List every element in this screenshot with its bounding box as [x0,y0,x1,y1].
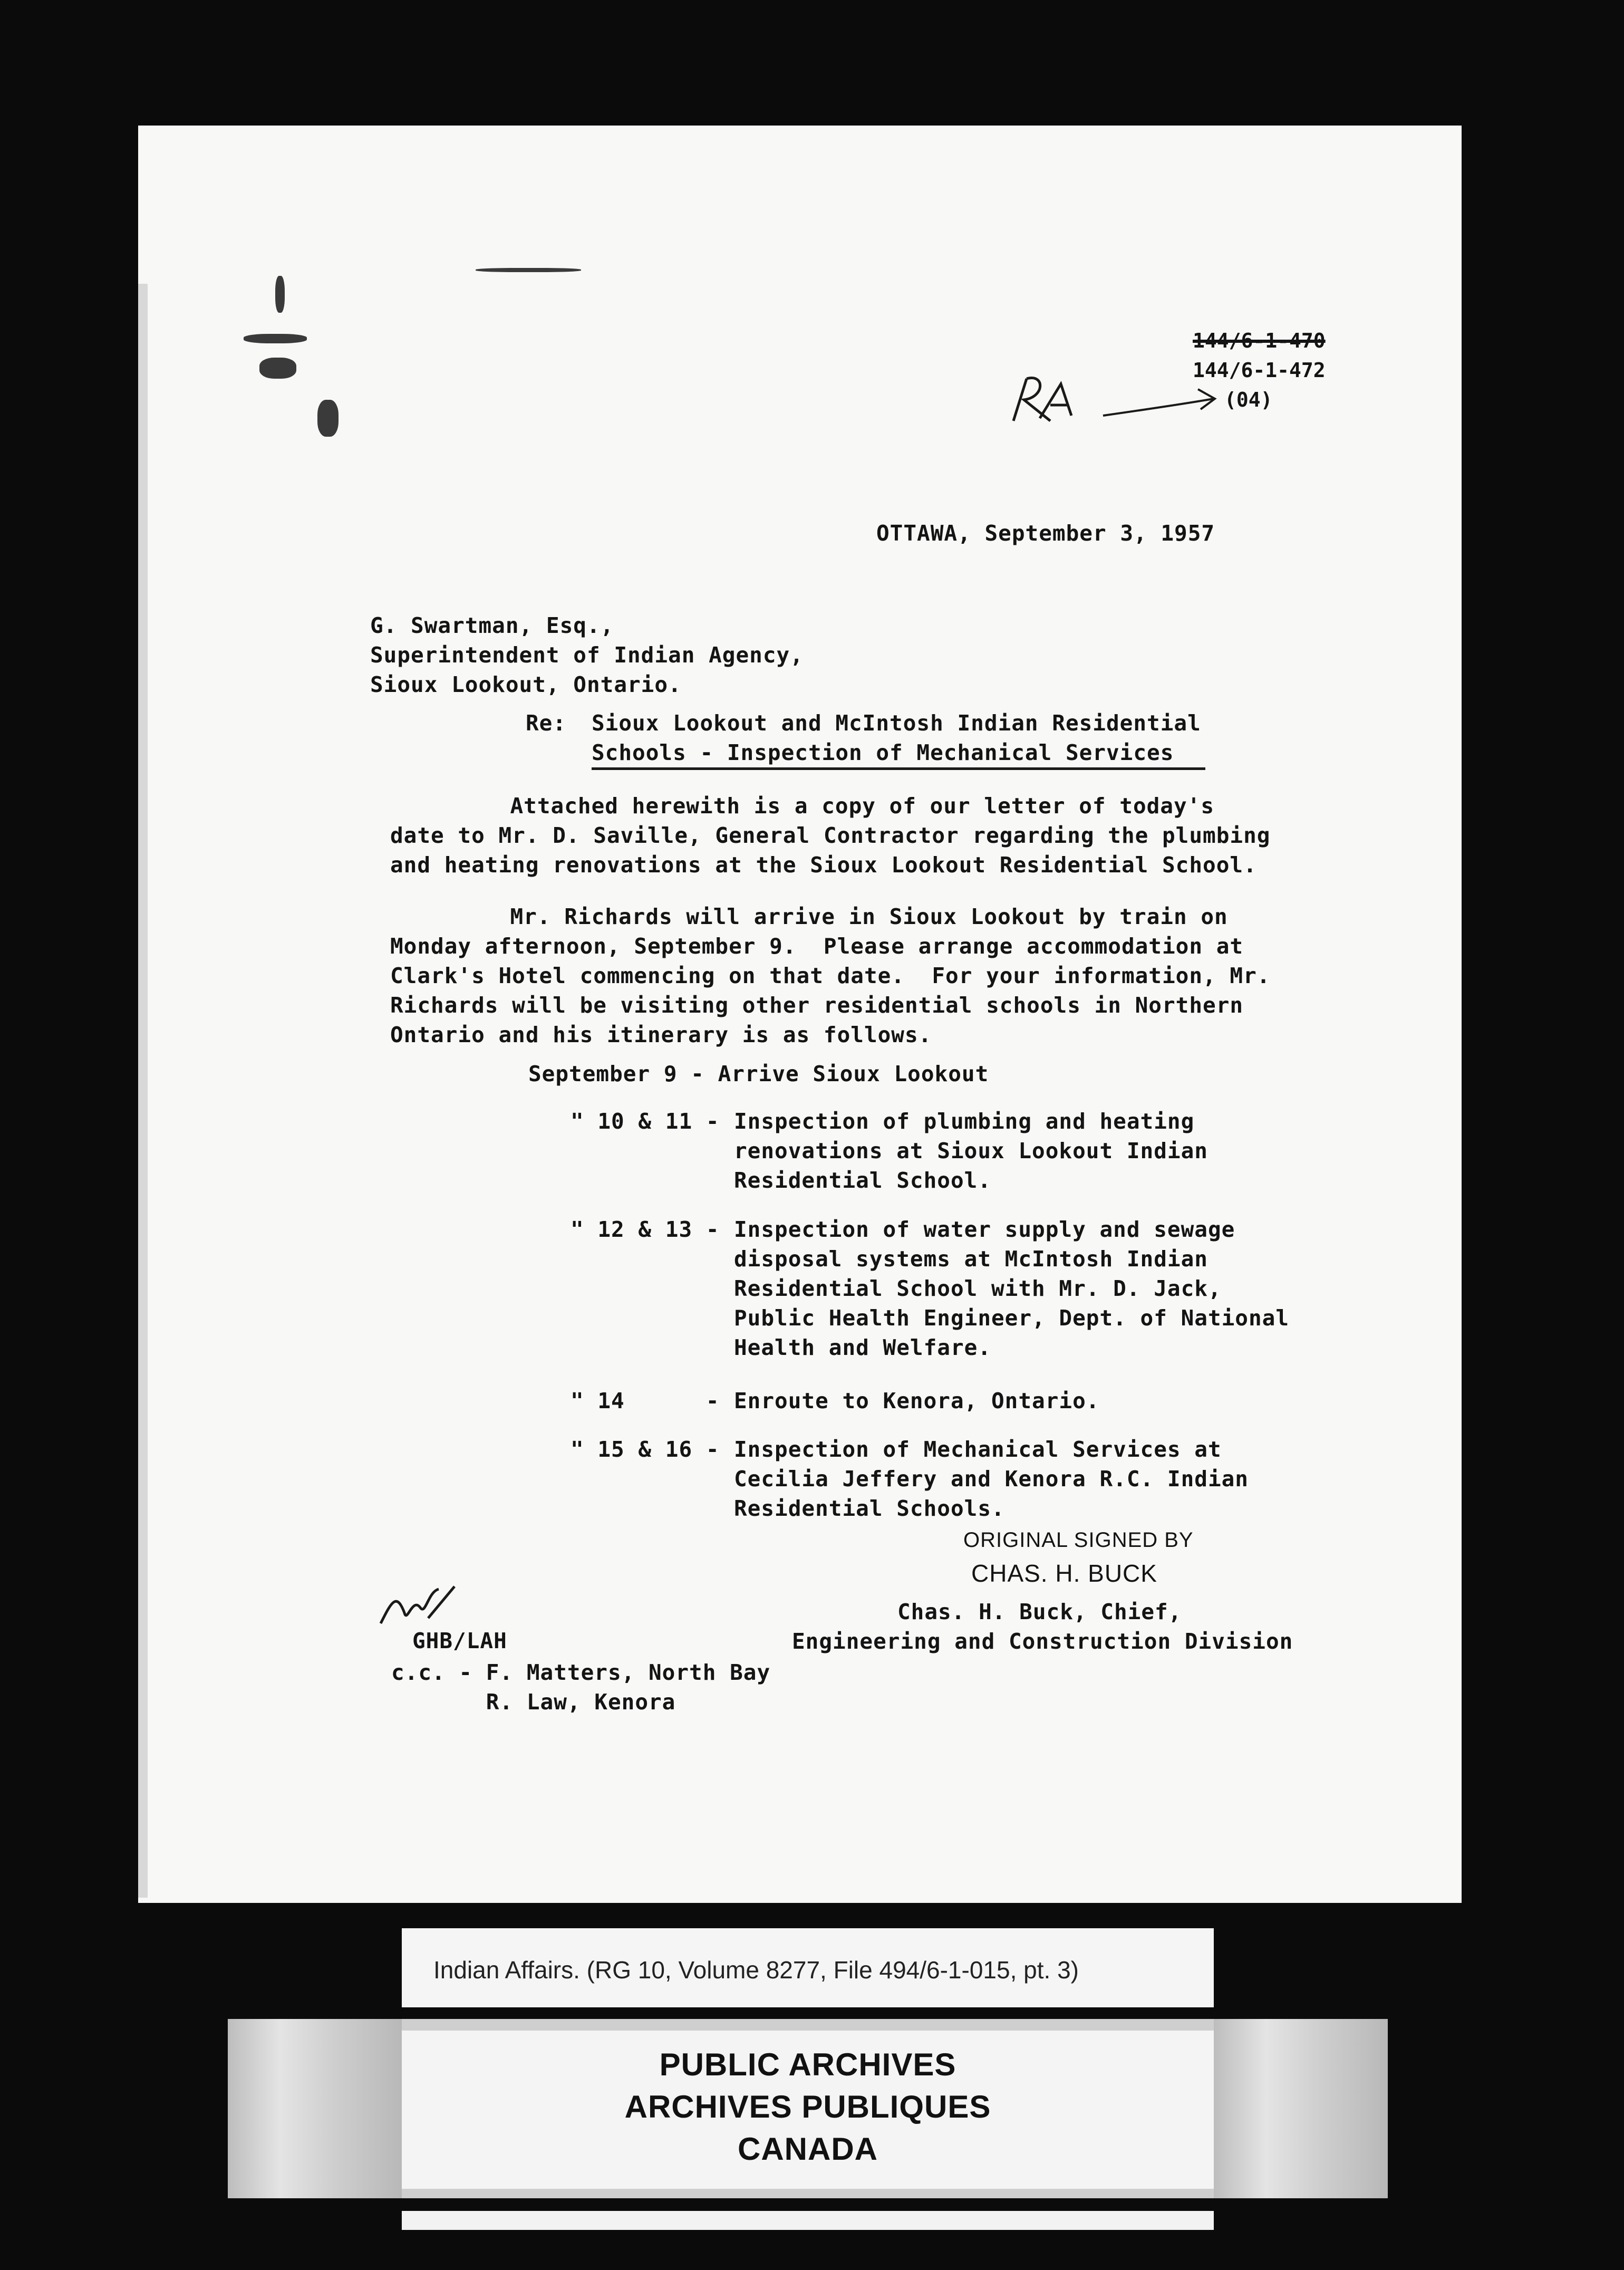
signature-line: Engineering and Construction Division [792,1629,1293,1654]
file-number: 144/6-1-472 [1193,359,1326,382]
itinerary-text: Residential School with Mr. D. Jack, [734,1276,1222,1301]
ink-smudge [275,276,285,313]
itinerary-text: Residential School. [734,1168,991,1193]
itinerary-day: " 10 & 11 - [571,1109,720,1134]
itinerary-day: " 14 - [571,1388,720,1413]
archive-caption: Indian Affairs. (RG 10, Volume 8277, File 494/6-1-015, pt. 3) [433,1956,1079,1984]
paragraph-line: Monday afternoon, September 9. Please arrange accommodation at [390,934,1244,959]
ink-smudge [476,268,581,272]
cc-line: R. Law, Kenora [391,1689,676,1715]
ink-smudge [244,334,307,343]
archive-label-line: ARCHIVES PUBLIQUES [624,2089,991,2124]
page-edge [138,284,148,1898]
itinerary-text: Enroute to Kenora, Ontario. [734,1388,1100,1413]
ink-smudge [259,358,296,379]
addressee-line: G. Swartman, Esq., [370,613,614,638]
archive-caption-card [402,1928,1214,2007]
itinerary-text: Health and Welfare. [734,1335,991,1360]
itinerary-text: Public Health Engineer, Dept. of National [734,1305,1290,1331]
band-texture [228,2019,402,2198]
archive-label-line: CANADA [738,2131,878,2167]
subject-label: Re: [526,710,567,736]
cc-line: c.c. - F. Matters, North Bay [391,1660,771,1685]
letter-page [138,126,1462,1903]
bottom-strip [402,2211,1214,2230]
signed-stamp: ORIGINAL SIGNED BY [963,1528,1194,1552]
addressee-line: Superintendent of Indian Agency, [370,642,804,668]
archive-label-line: PUBLIC ARCHIVES [659,2047,956,2082]
itinerary-day: " 12 & 13 - [571,1217,720,1242]
paragraph-line: and heating renovations at the Sioux Lookout Residential School. [390,852,1257,878]
reference-initials: GHB/LAH [412,1628,507,1653]
paragraph-line: Clark's Hotel commencing on that date. For your information, Mr. [390,963,1271,988]
itinerary-day: " 15 & 16 - [571,1437,720,1462]
itinerary-header: September 9 - Arrive Sioux Lookout [528,1061,989,1086]
subject-line: Schools - Inspection of Mechanical Services [592,738,1205,770]
signature-line: Chas. H. Buck, Chief, [897,1599,1182,1624]
paragraph-line: Ontario and his itinerary is as follows. [390,1022,932,1047]
itinerary-text: Residential Schools. [734,1496,1005,1521]
ink-smudge [317,400,339,437]
paragraph-line: date to Mr. D. Saville, General Contractor regarding the plumbing [390,823,1271,848]
signed-stamp: CHAS. H. BUCK [971,1560,1157,1587]
handwritten-initials-icon [1003,368,1224,431]
itinerary-text: Cecilia Jeffery and Kenora R.C. Indian [734,1466,1249,1492]
itinerary-text: renovations at Sioux Lookout Indian [734,1138,1208,1163]
file-number-struck: 144/6-1-470 [1193,329,1326,352]
paragraph-line: Attached herewith is a copy of our letter of today's [402,793,1215,819]
itinerary-text: Inspection of water supply and sewage [734,1217,1235,1242]
itinerary-text: Inspection of plumbing and heating [734,1109,1195,1134]
itinerary-text: Inspection of Mechanical Services at [734,1437,1222,1462]
itinerary-text: disposal systems at McIntosh Indian [734,1246,1208,1272]
paragraph-line: Mr. Richards will arrive in Sioux Lookout by train on [402,904,1228,929]
addressee-line: Sioux Lookout, Ontario. [370,672,682,697]
dateline: OTTAWA, September 3, 1957 [876,521,1215,546]
file-number-suffix: (04) [1224,388,1273,411]
paragraph-line: Richards will be visiting other residential schools in Northern [390,993,1244,1018]
archive-label [402,2031,1214,2189]
subject-line: Sioux Lookout and McIntosh Indian Residential [592,710,1201,736]
band-texture [1214,2019,1388,2198]
